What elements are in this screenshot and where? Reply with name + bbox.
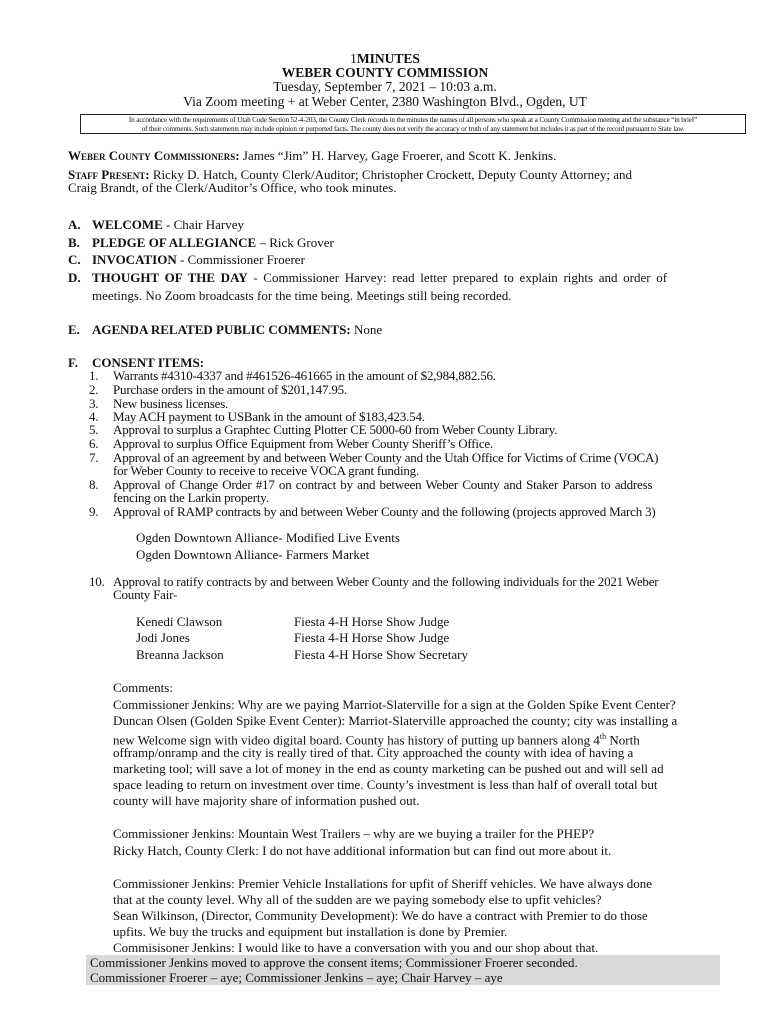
section-a: A. WELCOME - Chair Harvey bbox=[68, 217, 245, 232]
comments-heading: Comments: bbox=[113, 680, 173, 695]
contract-name: Breanna Jackson bbox=[136, 647, 224, 662]
legal-notice-line: of their comments. Such statements may include opinion or purported facts. The county does not verify the accuracy or truth of any statement but includes it as part of the record pursuant to State law. bbox=[141, 124, 685, 133]
staff-names: Ricky D. Hatch, County Clerk/Auditor; Christopher Crockett, Deputy County Attorney; and bbox=[152, 167, 632, 182]
comment-line: space leading to return on investment over time. County’s investment is less than half of overall total but bbox=[113, 777, 658, 792]
list-item: 7. Approval of an agreement by and between Weber County and the Utah Office for Victims of Crime (VOCA) bbox=[89, 450, 659, 465]
list-item: 9. Approval of RAMP contracts by and between Weber County and the following (projects approved March 3) bbox=[89, 504, 656, 519]
section-b: B. PLEDGE OF ALLEGIANCE – Rick Grover bbox=[68, 235, 334, 250]
list-item: 4. May ACH payment to USBank in the amount of $183,423.54. bbox=[89, 409, 425, 424]
contract-role: Fiesta 4-H Horse Show Judge bbox=[294, 614, 450, 629]
section-c: C. INVOCATION - Commissioner Froerer bbox=[68, 252, 305, 267]
comment-line: county will have majority share of information pushed out. bbox=[113, 793, 420, 808]
list-item: 10. Approval to ratify contracts by and between Weber County and the following individuals for the 2021 Weber bbox=[89, 574, 659, 589]
staff-line-2: Craig Brandt, of the Clerk/Auditor’s Office, who took minutes. bbox=[68, 180, 397, 195]
list-item: 1. Warrants #4310-4337 and #461526-461665 in the amount of $2,984,882.56. bbox=[89, 368, 496, 383]
comment-line: Commisisoner Jenkins: I would like to have a conversation with you and our shop about that. bbox=[113, 940, 599, 955]
staff-label: Staff Present: bbox=[68, 167, 150, 182]
comment-line: Commissioner Jenkins: Premier Vehicle Installations for upfit of Sheriff vehicles. We have always done bbox=[113, 876, 653, 891]
meeting-location: Via Zoom meeting + at Weber Center, 2380 Washington Blvd., Ogden, UT bbox=[183, 94, 587, 109]
section-f: F. CONSENT ITEMS: bbox=[68, 355, 205, 370]
commissioners-names: James “Jim” H. Harvey, Gage Froerer, and Scott K. Jenkins. bbox=[242, 148, 557, 163]
list-item: 3. New business licenses. bbox=[89, 396, 229, 411]
ramp-project: Ogden Downtown Alliance- Modified Live Events bbox=[136, 530, 400, 545]
meeting-date: Tuesday, September 7, 2021 – 10:03 a.m. bbox=[273, 79, 497, 94]
comment-line: offramp/onramp and the city is really tired of that. City approached the county with idea of having a bbox=[113, 745, 634, 760]
comment-line: upfits. We buy the trucks and equipment but installation is done by Premier. bbox=[113, 924, 508, 939]
contract-role: Fiesta 4-H Horse Show Judge bbox=[294, 630, 450, 645]
commission-name: WEBER COUNTY COMMISSION bbox=[281, 65, 489, 80]
contract-name: Jodi Jones bbox=[136, 630, 190, 645]
legal-notice-line: In accordance with the requirements of Utah Code Section 52-4-203, the County Clerk records in the minutes the names of all persons who speak at a County Commission meeting and the substance “in brief” bbox=[128, 116, 698, 124]
list-item: 8. Approval of Change Order #17 on contract by and between Weber County and Staker Parson to address bbox=[89, 477, 653, 492]
document-title: 1MINUTES bbox=[350, 51, 420, 66]
list-item-continued: for Weber County to receive to receive VOCA grant funding. bbox=[113, 463, 420, 478]
contract-role: Fiesta 4-H Horse Show Secretary bbox=[294, 647, 469, 662]
comment-line: Commissioner Jenkins: Why are we paying Marriot-Slaterville for a sign at the Golden Spike Event Center? bbox=[113, 697, 676, 712]
list-item: 6. Approval to surplus Office Equipment from Weber County Sheriff’s Office. bbox=[89, 436, 494, 451]
comment-line: Commissioner Jenkins: Mountain West Trailers – why are we buying a trailer for the PHEP? bbox=[113, 826, 595, 841]
vote-line: Commissioner Froerer – aye; Commissioner Jenkins – aye; Chair Harvey – aye bbox=[90, 970, 503, 985]
list-item: 2. Purchase orders in the amount of $201,147.95. bbox=[89, 382, 347, 397]
comment-line: Ricky Hatch, County Clerk: I do not have additional information but can find out more about it. bbox=[113, 843, 612, 858]
ramp-project: Ogden Downtown Alliance- Farmers Market bbox=[136, 547, 370, 562]
list-item-continued: fencing on the Larkin property. bbox=[113, 490, 269, 505]
commissioners-line bbox=[68, 148, 556, 163]
section-d-continued: meetings. No Zoom broadcasts for the time being. Meetings still being recorded. bbox=[92, 288, 512, 303]
commissioners-label: Weber County Commissioners: bbox=[68, 148, 240, 163]
section-e: E. AGENDA RELATED PUBLIC COMMENTS: None bbox=[68, 322, 383, 337]
comment-line: Duncan Olsen (Golden Spike Event Center): Marriot-Slaterville approached the county; city was installing a bbox=[113, 713, 678, 728]
motion-block bbox=[86, 955, 720, 985]
comment-line: Sean Wilkinson, (Director, Community Development): We do have a contract with Premier to do those bbox=[113, 908, 648, 923]
list-item-continued: County Fair- bbox=[113, 587, 178, 602]
legal-notice-box bbox=[80, 114, 746, 134]
contract-name: Kenedi Clawson bbox=[136, 614, 223, 629]
section-d: D. THOUGHT OF THE DAY - Commissioner Harvey: read letter prepared to explain rights and order of bbox=[68, 270, 668, 285]
comment-line: new Welcome sign with video digital board. County has history of putting up banners along 4th North bbox=[113, 732, 640, 748]
motion-line: Commissioner Jenkins moved to approve the consent items; Commissioner Froerer seconded. bbox=[90, 955, 578, 970]
comment-line: that at the county level. Why all of the sudden are we paying somebody else to upfit vehicles? bbox=[113, 892, 602, 907]
comment-line: marketing tool; will save a lot of money in the end as county marketing can be pushed out and will sell ad bbox=[113, 761, 664, 776]
list-item: 5. Approval to surplus a Graphtec Cutting Plotter CE 5000-60 from Weber County Library. bbox=[89, 422, 558, 437]
